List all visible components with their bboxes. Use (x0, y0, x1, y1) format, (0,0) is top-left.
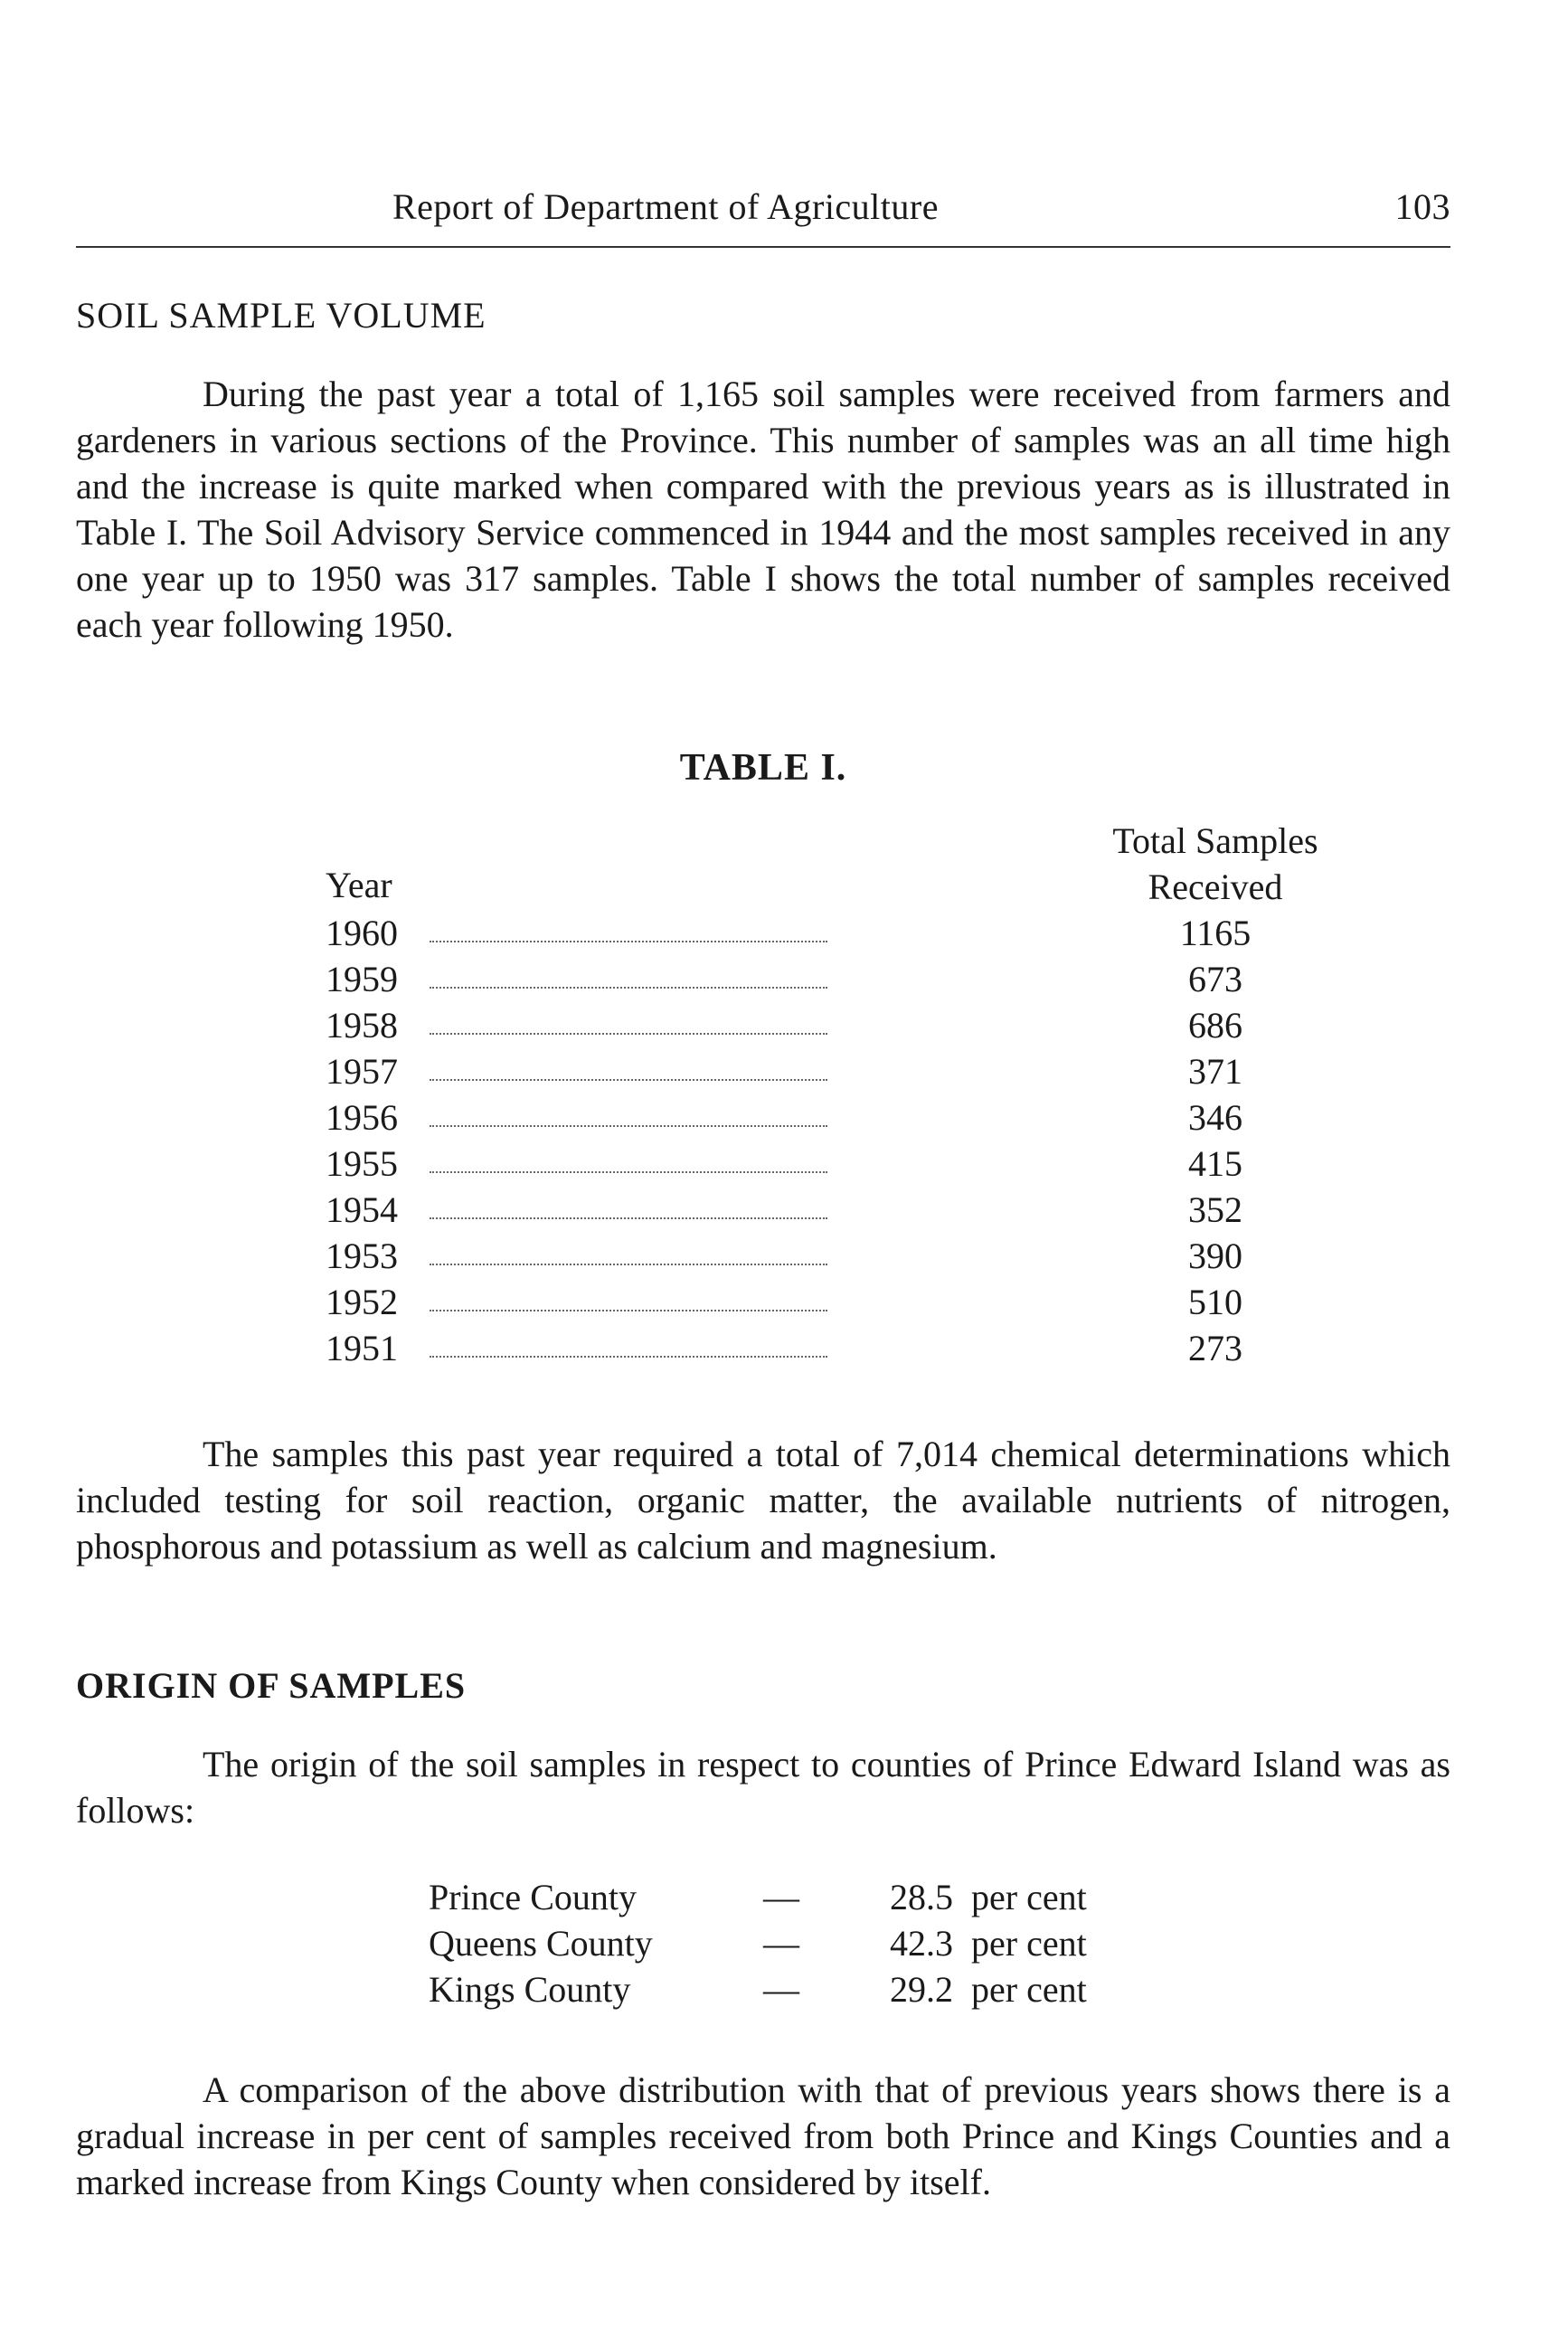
running-header (76, 185, 1450, 240)
dot-leader (430, 1217, 827, 1219)
dot-leader (430, 1264, 827, 1265)
percent-unit: per cent (971, 1923, 1087, 1964)
dot-leader (430, 1171, 827, 1173)
row-value: 673 (1188, 959, 1242, 999)
percent-unit: per cent (971, 1969, 1087, 2010)
dot-leader (430, 941, 827, 942)
row-year: 1958 (326, 1005, 398, 1046)
row-year: 1956 (326, 1097, 398, 1138)
paragraph-comparison: A comparison of the above distribution with that of previous years shows there is a gradual increase in per cent of samples received from both Prince and Kings Counties and a marked increase from Kings County when considered by itself. (76, 2069, 1450, 2202)
row-year: 1953 (326, 1236, 398, 1276)
row-value: 1165 (1179, 913, 1252, 953)
row-year: 1960 (326, 913, 398, 953)
table-row (326, 910, 1378, 956)
row-value: 686 (1188, 1005, 1242, 1046)
header-rule (76, 246, 1450, 248)
percent-unit: per cent (971, 1877, 1087, 1917)
dot-leader (430, 1079, 827, 1081)
page-number: 103 (1394, 186, 1450, 227)
dot-leader (430, 987, 827, 989)
dash-separator: — (763, 1923, 799, 1964)
county-percent: 42.3 (890, 1923, 953, 1964)
dot-leader (430, 1310, 827, 1311)
table-row (326, 1279, 1378, 1325)
table-row (326, 1233, 1378, 1279)
paragraph-chemical-determinations: The samples this past year required a total of 7,014 chemical determinations which included testing for soil reaction, organic matter, the available nutrients of nitrogen, phosphorous and potassium as well as calcium and magnesium. (76, 1434, 1450, 1567)
county-name: Queens County (429, 1923, 653, 1964)
table-header-year: Year (326, 865, 392, 905)
row-value: 346 (1188, 1097, 1242, 1138)
row-year: 1955 (326, 1143, 398, 1184)
row-value: 390 (1188, 1236, 1242, 1276)
list-item (429, 1966, 1242, 2012)
table-row (326, 956, 1378, 1002)
table-row (326, 1048, 1378, 1094)
dot-leader (430, 1125, 827, 1127)
dot-leader (430, 1033, 827, 1035)
row-year: 1954 (326, 1189, 398, 1230)
section-heading-origin-of-samples: ORIGIN OF SAMPLES (76, 1665, 467, 1706)
table-row (326, 1187, 1378, 1233)
dash-separator: — (763, 1969, 799, 2010)
table-row (326, 1141, 1378, 1187)
table-row (326, 1002, 1378, 1048)
list-item (429, 1874, 1242, 1920)
row-year: 1957 (326, 1051, 398, 1092)
paragraph-soil-sample-volume: During the past year a total of 1,165 soil samples were received from farmers and gardeners in various sections of the Province. This number of samples was an all time high and the increase is quite marked when compared with the previous years as is illustrated in Table I. The Soil Advisory Service commenced in 1944 and the most samples received in any one year up to 1950 was 317 samples. Table I shows the total number of samples received each year following 1950. (76, 374, 1450, 645)
document-page (76, 0, 1450, 2329)
row-value: 415 (1188, 1143, 1242, 1184)
county-distribution-list (429, 1874, 1242, 2012)
table-body (326, 910, 1378, 1371)
table-header-total-line1: Total Samples (1112, 820, 1318, 861)
county-name: Prince County (429, 1877, 637, 1917)
row-value: 352 (1188, 1189, 1242, 1230)
table-header-total (1053, 818, 1378, 910)
section-heading-soil-sample-volume: SOIL SAMPLE VOLUME (76, 295, 486, 336)
paragraph-origin-intro: The origin of the soil samples in respect to counties of Prince Edward Island was as follows: (76, 1744, 1450, 1831)
report-title: Report of Department of Agriculture (392, 186, 939, 227)
row-year: 1959 (326, 959, 398, 999)
row-value: 273 (1188, 1328, 1242, 1368)
dash-separator: — (763, 1877, 799, 1917)
table-header-total-line2: Received (1148, 866, 1283, 907)
table-title: TABLE I. (679, 747, 847, 789)
list-item (429, 1920, 1242, 1966)
county-percent: 29.2 (890, 1969, 953, 2010)
table-row (326, 1325, 1378, 1371)
table-row (326, 1094, 1378, 1141)
county-name: Kings County (429, 1969, 631, 2010)
county-percent: 28.5 (890, 1877, 953, 1917)
row-year: 1951 (326, 1328, 398, 1368)
dot-leader (430, 1356, 827, 1358)
row-value: 371 (1188, 1051, 1242, 1092)
row-year: 1952 (326, 1282, 398, 1322)
row-value: 510 (1188, 1282, 1242, 1322)
